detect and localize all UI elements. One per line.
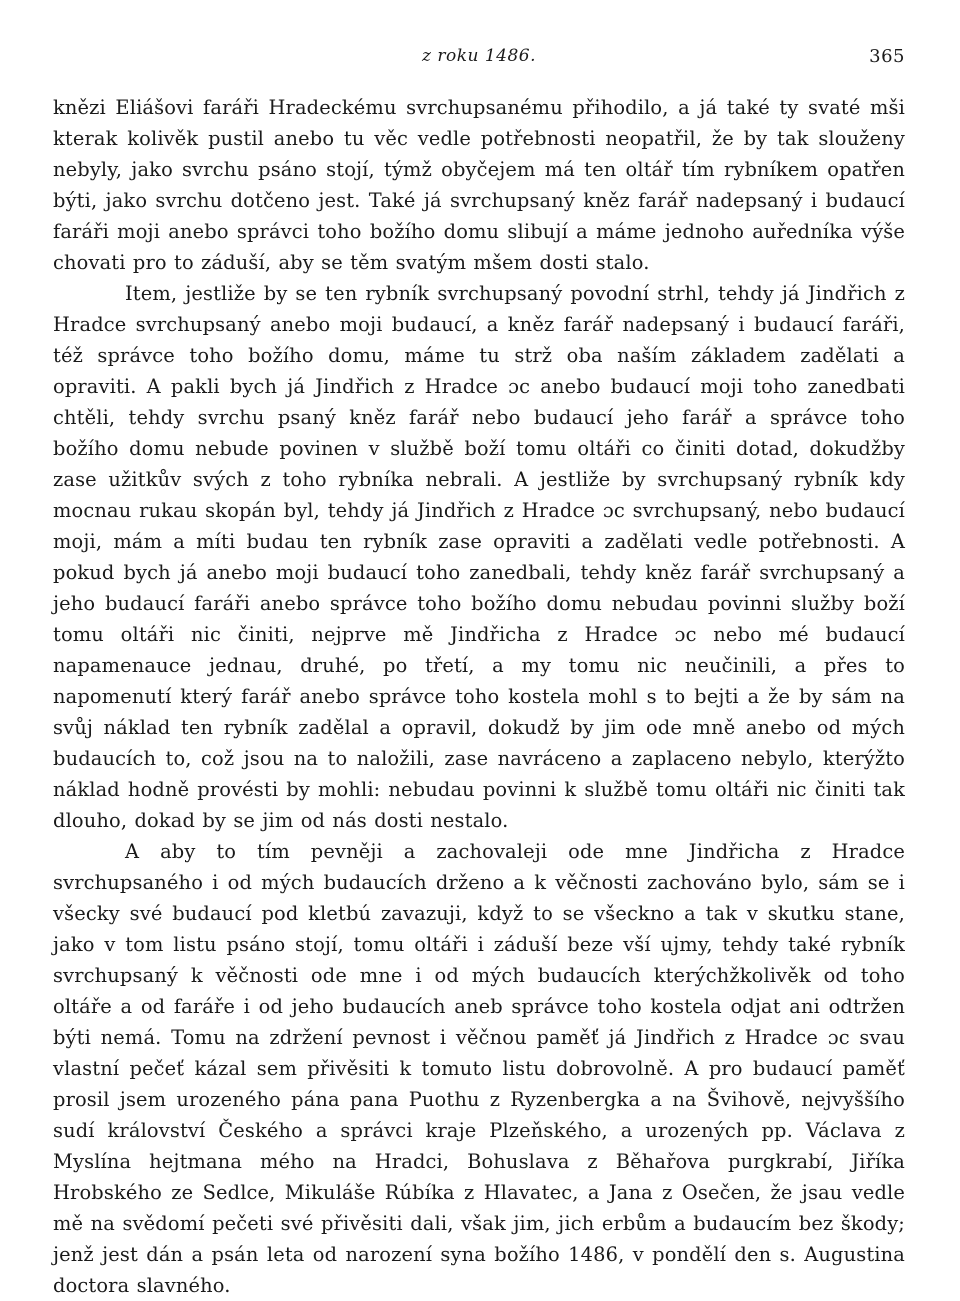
page-number: 365	[869, 46, 905, 67]
document-page	[53, 40, 905, 1297]
paragraph: Item, jestliže by se ten rybník svrchupsaný povodní strhl, tehdy já Jindřich z Hradce svrchupsaný anebo moji budaucí, a kněz farář nadepsaný i budaucí faráři, též správce toho božího domu, máme tu strž oba naším základem zadělati a opraviti. A pakli bych já Jindřich z Hradce ɔc anebo budaucí moji toho zanedbati chtěli, tehdy svrchu psaný kněz farář nebo budaucí jeho farář a správce toho božího domu nebude povinen v službě boží tomu oltáři co činiti dotad, dokudžby zase užitkův svých z toho rybníka nebrali. A jestliže by svrchupsaný rybník kdy mocnau rukau skopán byl, tehdy já Jindřich z Hradce ɔc svrchupsaný, nebo budaucí moji, mám a míti budau ten rybník zase opraviti a zadělati vedle potřebnosti. A pokud bych já anebo moji budaucí toho zanedbali, tehdy kněz farář svrchupsaný a jeho budaucí faráři anebo správce toho božího domu nebudau povinni služby boží tomu oltáři nic činiti, nejprve mě Jindřicha z Hradce ɔc nebo mé budaucí napamenauce jednau, druhé, po třetí, a my tomu nic neučinili, a přes to napomenutí který farář anebo správce toho kostela mohl s to bejti a že by sám na svůj náklad ten rybník zadělal a opravil, dokudž by jim ode mně anebo od mých budaucích to, což jsou na to naložili, zase navráceno a zaplaceno nebylo, kterýžto náklad hodně provésti by mohli: nebudau povinni k službě tomu oltáři nic činiti tak dlouho, dokad by se jim od nás dosti nestalo.	[53, 282, 905, 832]
paragraph: A aby to tím pevněji a zachovaleji ode mne Jindřicha z Hradce svrchupsaného i od mých budaucích drženo a k věčnosti zachováno bylo, sám se i všecky své budaucí pod kletbú zavazuji, když to se všeckno a tak v skutku stane, jako v tom listu psáno stojí, tomu oltáři i záduší beze vší ujmy, tehdy také rybník svrchupsaný k věčnosti ode mne i od mých budaucích kterýchžkolivěk od toho oltáře a od faráře i od jeho budaucích aneb správce toho kostela odjat ani odtržen býti nemá. Tomu na zdržení pevnost i věčnou paměť já Jindřich z Hradce ɔc svau vlastní pečeť kázal sem přivěsiti k tomuto listu dobrovolně. A pro budaucí paměť prosil jsem urozeného pána pana Puothu z Ryzenbergka a na Švihově, nejvyššího sudí království Českého a správci kraje Plzeňského, a urozených pp. Václava z Myslína hejtmana mého na Hradci, Bohuslava z Běhařova purgkrabí, Jiříka Hrobského ze Sedlce, Mikuláše Rúbíka z Hlavatec, a Jana z Osečen, že jsau vedle mě na svědomí pečeti své přivěsiti dali, však jim, jich erbům a budaucím bez škody; jenž jest dán a psán leta od narození syna božího 1486, v pondělí den s. Augustina doctora slavného.	[53, 840, 905, 1297]
page-header	[53, 40, 905, 80]
paragraph-continued: knězi Eliášovi faráři Hradeckému svrchupsanému přihodilo, a já také ty svaté mši kterak kolivěk pustil anebo tu věc vedle potřebnosti neopatřil, že by tak slouženy nebyly, jako svrchu psáno stojí, týmž obyčejem má ten oltář tím rybníkem opatřen býti, jako svrchu dotčeno jest. Také já svrchupsaný kněz farář nadepsaný i budaucí faráři moji anebo správci toho božího domu slibují a máme jednoho auředníka výše chovati pro to záduší, aby se těm svatým mšem dosti stalo.	[53, 96, 905, 274]
running-head: z roku 1486.	[421, 46, 537, 66]
body-text	[53, 92, 905, 1301]
